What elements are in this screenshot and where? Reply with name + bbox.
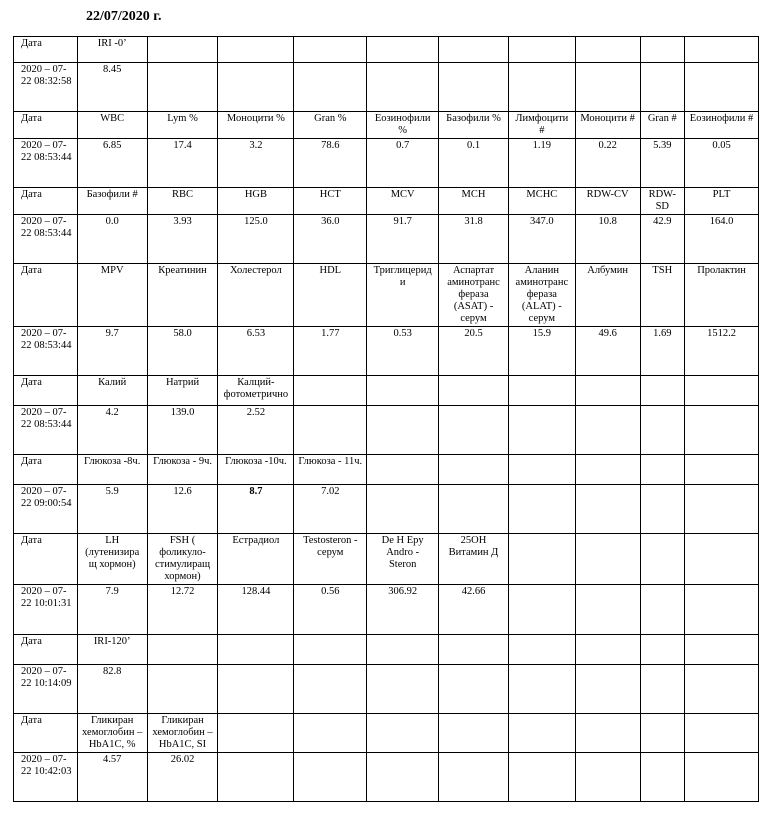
date-label-cell: Дата — [14, 376, 78, 406]
header-row — [14, 264, 759, 327]
value-row — [14, 139, 759, 188]
test-name-cell: Глюкоза - 9ч. — [147, 455, 218, 485]
test-name-cell: Креатинин — [147, 264, 218, 327]
test-value-cell: 1.77 — [294, 327, 367, 376]
test-value-cell — [439, 63, 509, 112]
test-value-cell — [685, 665, 759, 714]
test-value-cell — [640, 665, 685, 714]
test-value-cell: 1.19 — [508, 139, 575, 188]
test-value-cell — [575, 485, 640, 534]
test-value-cell — [439, 665, 509, 714]
document-date: 22/07/2020 г. — [86, 9, 162, 24]
test-value-cell — [294, 665, 367, 714]
test-name-cell — [367, 376, 439, 406]
test-name-cell — [685, 714, 759, 753]
test-name-cell — [575, 635, 640, 665]
test-name-cell — [218, 635, 294, 665]
test-name-cell — [508, 635, 575, 665]
test-value-cell: 0.56 — [294, 585, 367, 635]
test-name-cell: 25OH Витамин Д — [439, 534, 509, 585]
test-name-cell — [294, 376, 367, 406]
test-value-cell — [640, 753, 685, 802]
date-value-cell: 2020 – 07-22 10:01:31 — [14, 585, 78, 635]
test-name-cell — [439, 376, 509, 406]
test-name-cell: Gran % — [294, 112, 367, 139]
test-name-cell: Естрадиол — [218, 534, 294, 585]
test-value-cell — [294, 406, 367, 455]
test-value-cell — [575, 665, 640, 714]
test-name-cell: Глюкоза -8ч. — [77, 455, 147, 485]
test-value-cell: 42.9 — [640, 215, 685, 264]
test-name-cell — [575, 534, 640, 585]
test-name-cell: Глюкоза -10ч. — [218, 455, 294, 485]
test-value-cell: 306.92 — [367, 585, 439, 635]
test-name-cell — [508, 455, 575, 485]
test-value-cell: 7.02 — [294, 485, 367, 534]
test-value-cell — [685, 753, 759, 802]
test-name-cell — [508, 376, 575, 406]
test-value-cell — [575, 63, 640, 112]
test-value-cell: 15.9 — [508, 327, 575, 376]
test-name-cell: Албумин — [575, 264, 640, 327]
test-value-cell — [640, 485, 685, 534]
date-value-cell: 2020 – 07-22 10:42:03 — [14, 753, 78, 802]
header-row — [14, 534, 759, 585]
test-name-cell: De H Epy Andro - Steron — [367, 534, 439, 585]
test-name-cell — [640, 455, 685, 485]
test-name-cell: IRI -0’ — [77, 37, 147, 63]
test-name-cell — [640, 635, 685, 665]
test-name-cell: Моноцити % — [218, 112, 294, 139]
test-value-cell: 9.7 — [77, 327, 147, 376]
test-value-cell: 1512.2 — [685, 327, 759, 376]
test-value-cell — [575, 406, 640, 455]
header-row — [14, 376, 759, 406]
test-name-cell: Gran # — [640, 112, 685, 139]
test-value-cell: 0.22 — [575, 139, 640, 188]
test-name-cell — [367, 37, 439, 63]
test-name-cell: Testosteron - серум — [294, 534, 367, 585]
test-name-cell — [294, 714, 367, 753]
date-label-cell: Дата — [14, 188, 78, 215]
test-name-cell: MCH — [439, 188, 509, 215]
test-name-cell: WBC — [77, 112, 147, 139]
test-name-cell — [640, 714, 685, 753]
test-value-cell — [218, 63, 294, 112]
test-value-cell — [439, 485, 509, 534]
test-name-cell: Холестерол — [218, 264, 294, 327]
test-name-cell: MCHC — [508, 188, 575, 215]
test-name-cell: RBC — [147, 188, 218, 215]
test-value-cell — [685, 63, 759, 112]
test-value-cell: 125.0 — [218, 215, 294, 264]
test-name-cell: Глюкоза - 11ч. — [294, 455, 367, 485]
date-label-cell: Дата — [14, 37, 78, 63]
test-name-cell: HGB — [218, 188, 294, 215]
test-value-cell: 5.39 — [640, 139, 685, 188]
test-name-cell — [294, 37, 367, 63]
value-row — [14, 585, 759, 635]
header-row — [14, 112, 759, 139]
test-value-cell: 7.9 — [77, 585, 147, 635]
header-row — [14, 455, 759, 485]
test-value-cell — [640, 406, 685, 455]
test-name-cell: Лимфоцити # — [508, 112, 575, 139]
test-name-cell: Lym % — [147, 112, 218, 139]
date-value-cell: 2020 – 07-22 08:53:44 — [14, 215, 78, 264]
test-value-cell: 5.9 — [77, 485, 147, 534]
test-name-cell — [575, 37, 640, 63]
test-value-cell: 36.0 — [294, 215, 367, 264]
test-name-cell — [508, 37, 575, 63]
test-value-cell — [439, 753, 509, 802]
date-label-cell: Дата — [14, 714, 78, 753]
test-name-cell — [575, 455, 640, 485]
test-value-cell: 20.5 — [439, 327, 509, 376]
test-value-cell: 12.72 — [147, 585, 218, 635]
test-value-cell — [508, 63, 575, 112]
test-name-cell — [575, 714, 640, 753]
test-value-cell — [367, 63, 439, 112]
test-value-cell — [640, 63, 685, 112]
test-value-cell — [575, 585, 640, 635]
test-name-cell: RDW-SD — [640, 188, 685, 215]
date-label-cell: Дата — [14, 455, 78, 485]
header-row — [14, 635, 759, 665]
test-value-cell: 6.53 — [218, 327, 294, 376]
date-value-cell: 2020 – 07-22 10:14:09 — [14, 665, 78, 714]
lab-results-table — [13, 36, 759, 802]
test-value-cell — [508, 665, 575, 714]
date-value-cell: 2020 – 07-22 08:53:44 — [14, 327, 78, 376]
test-value-cell: 4.57 — [77, 753, 147, 802]
test-name-cell — [508, 534, 575, 585]
value-row — [14, 215, 759, 264]
date-value-cell: 2020 – 07-22 08:53:44 — [14, 139, 78, 188]
test-value-cell: 6.85 — [77, 139, 147, 188]
test-name-cell — [439, 714, 509, 753]
test-name-cell: Базофили # — [77, 188, 147, 215]
test-name-cell — [367, 635, 439, 665]
test-value-cell: 58.0 — [147, 327, 218, 376]
value-row — [14, 406, 759, 455]
test-name-cell: IRI-120’ — [77, 635, 147, 665]
header-row — [14, 714, 759, 753]
test-name-cell — [367, 455, 439, 485]
test-value-cell: 91.7 — [367, 215, 439, 264]
test-name-cell — [685, 534, 759, 585]
test-value-cell: 2.52 — [218, 406, 294, 455]
test-name-cell: Калий — [77, 376, 147, 406]
test-value-cell: 0.0 — [77, 215, 147, 264]
test-name-cell — [147, 635, 218, 665]
test-value-cell — [147, 63, 218, 112]
test-name-cell — [685, 455, 759, 485]
test-value-cell: 0.1 — [439, 139, 509, 188]
test-name-cell: MCV — [367, 188, 439, 215]
test-value-cell — [294, 63, 367, 112]
test-value-cell: 3.2 — [218, 139, 294, 188]
test-name-cell: Гликиран хемоглобин – HbA1C, SI — [147, 714, 218, 753]
test-value-cell — [439, 406, 509, 455]
test-value-cell: 0.7 — [367, 139, 439, 188]
test-value-cell: 78.6 — [294, 139, 367, 188]
test-name-cell: HDL — [294, 264, 367, 327]
date-label-cell: Дата — [14, 264, 78, 327]
test-value-cell: 128.44 — [218, 585, 294, 635]
test-name-cell: PLT — [685, 188, 759, 215]
test-name-cell — [685, 635, 759, 665]
test-name-cell — [367, 714, 439, 753]
test-name-cell — [640, 37, 685, 63]
test-name-cell: Калций- фотометрично — [218, 376, 294, 406]
test-value-cell — [294, 753, 367, 802]
test-name-cell: Аспартат аминотранс фераза (ASAT) - серум — [439, 264, 509, 327]
test-value-cell — [218, 753, 294, 802]
test-value-cell: 4.2 — [77, 406, 147, 455]
test-value-cell — [685, 485, 759, 534]
test-value-cell — [508, 406, 575, 455]
test-name-cell: Натрий — [147, 376, 218, 406]
test-value-cell: 49.6 — [575, 327, 640, 376]
test-name-cell: Гликиран хемоглобин – HbA1C, % — [77, 714, 147, 753]
date-label-cell: Дата — [14, 635, 78, 665]
test-value-cell — [685, 406, 759, 455]
test-value-cell — [508, 485, 575, 534]
date-value-cell: 2020 – 07-22 08:32:58 — [14, 63, 78, 112]
test-name-cell — [218, 37, 294, 63]
value-row — [14, 485, 759, 534]
date-label-cell: Дата — [14, 534, 78, 585]
test-value-cell: 31.8 — [439, 215, 509, 264]
test-name-cell — [439, 455, 509, 485]
test-value-cell: 8.7 — [218, 485, 294, 534]
test-name-cell: Триглицериди — [367, 264, 439, 327]
test-name-cell — [508, 714, 575, 753]
test-value-cell: 3.93 — [147, 215, 218, 264]
test-value-cell — [147, 665, 218, 714]
test-name-cell — [294, 635, 367, 665]
test-value-cell — [218, 665, 294, 714]
test-name-cell: MPV — [77, 264, 147, 327]
test-value-cell: 17.4 — [147, 139, 218, 188]
test-name-cell: LH (лутенизиращ хормон) — [77, 534, 147, 585]
test-value-cell: 347.0 — [508, 215, 575, 264]
date-value-cell: 2020 – 07-22 09:00:54 — [14, 485, 78, 534]
test-value-cell — [508, 753, 575, 802]
test-value-cell: 0.53 — [367, 327, 439, 376]
test-name-cell: TSH — [640, 264, 685, 327]
header-row — [14, 37, 759, 63]
test-value-cell — [508, 585, 575, 635]
test-value-cell: 164.0 — [685, 215, 759, 264]
test-name-cell: Моноцити # — [575, 112, 640, 139]
test-value-cell: 12.6 — [147, 485, 218, 534]
test-value-cell: 42.66 — [439, 585, 509, 635]
test-name-cell — [218, 714, 294, 753]
test-name-cell: FSH ( фоликуло- стимулиращ хормон) — [147, 534, 218, 585]
test-name-cell — [640, 376, 685, 406]
test-value-cell: 8.45 — [77, 63, 147, 112]
test-value-cell: 82.8 — [77, 665, 147, 714]
test-name-cell — [640, 534, 685, 585]
value-row — [14, 327, 759, 376]
test-name-cell: RDW-CV — [575, 188, 640, 215]
test-name-cell: Пролактин — [685, 264, 759, 327]
test-name-cell — [439, 635, 509, 665]
test-name-cell — [575, 376, 640, 406]
date-label-cell: Дата — [14, 112, 78, 139]
test-value-cell: 10.8 — [575, 215, 640, 264]
test-value-cell — [367, 753, 439, 802]
test-name-cell: HCT — [294, 188, 367, 215]
test-value-cell: 1.69 — [640, 327, 685, 376]
test-value-cell — [367, 406, 439, 455]
test-value-cell: 139.0 — [147, 406, 218, 455]
header-row — [14, 188, 759, 215]
test-value-cell: 0.05 — [685, 139, 759, 188]
test-value-cell — [367, 485, 439, 534]
test-value-cell: 26.02 — [147, 753, 218, 802]
test-value-cell — [640, 585, 685, 635]
date-value-cell: 2020 – 07-22 08:53:44 — [14, 406, 78, 455]
test-value-cell — [367, 665, 439, 714]
test-name-cell — [685, 376, 759, 406]
test-name-cell: Еозинофили # — [685, 112, 759, 139]
test-name-cell: Еозинофили % — [367, 112, 439, 139]
value-row — [14, 665, 759, 714]
test-name-cell — [147, 37, 218, 63]
value-row — [14, 753, 759, 802]
test-value-cell — [575, 753, 640, 802]
test-value-cell — [685, 585, 759, 635]
value-row — [14, 63, 759, 112]
test-name-cell: Базофили % — [439, 112, 509, 139]
test-name-cell: Аланин аминотранс фераза (ALAT) - серум — [508, 264, 575, 327]
test-name-cell — [685, 37, 759, 63]
test-name-cell — [439, 37, 509, 63]
